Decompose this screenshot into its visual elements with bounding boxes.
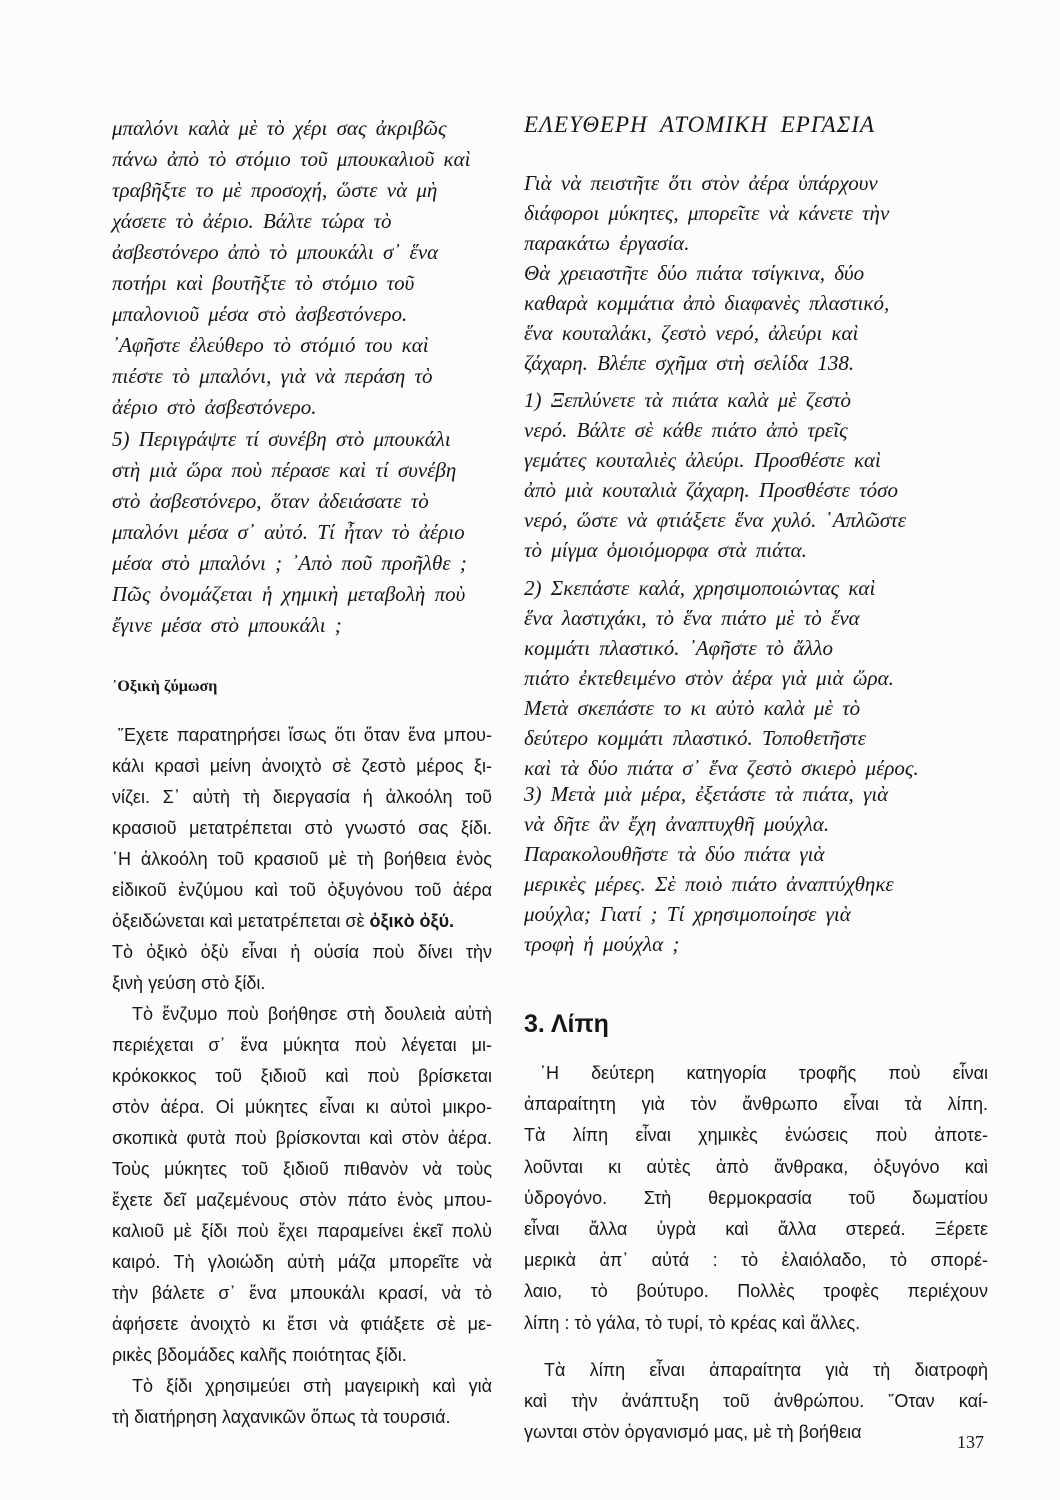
text-line: διάφοροι μύκητες, μπορεῖτε νὰ κάνετε τὴν [524,201,890,225]
text-line: περιέχεται σ᾿ ἕνα μύκητα ποὺ λέγεται μι- [112,1035,492,1055]
text-line: μπαλόνι καλὰ μὲ τὸ χέρι σας ἀκριβῶς [112,116,447,140]
text-line: μερικὰ ἀπ᾿ αὐτά : τὸ ἐλαιόλαδο, τὸ σπορέ- [524,1250,988,1271]
text-line: Τὸ ὀξικὸ ὀξὺ εἶναι ἡ οὐσία ποὺ δίνει τὴν [112,942,492,962]
text-span: ὀξειδώνεται καὶ μετατρέπεται σὲ [112,911,370,931]
text-line: ἔγινε μέσα στὸ μπουκάλι ; [112,613,342,637]
text-line: δεύτερο κομμάτι πλαστικό. Τοποθετῆστε [524,726,866,750]
text-line: καιρό. Τὴ γλοιώδη αὐτὴ μάζα μπορεῖτε νὰ [112,1252,492,1272]
text-line: τραβῆξτε το μὲ προσοχή, ὥστε νὰ μὴ [112,178,438,202]
text-line: καθαρὰ κομμάτια ἀπὸ διαφανὲς πλαστικό, [524,291,890,315]
text-line: μπαλονιοῦ μέσα στὸ ἀσβεστόνερο. [112,302,408,326]
text-line: πιέστε τὸ μπαλόνι, γιὰ νὰ περάση τὸ [112,364,433,388]
text-line: ἔχετε δεῖ μαζεμένους στὸν πάτο ἑνὸς μπου- [112,1190,492,1210]
text-line: μούχλα; Γιατί ; Τί χρησιμοποίησε γιὰ [524,902,851,926]
text-line: κρασιοῦ μετατρέπεται στὸ γνωστό σας ξίδι. [112,818,492,838]
text-line: γεμάτες κουταλιὲς ἀλεύρι. Προσθέστε καὶ [524,448,881,472]
free-individual-work-heading: ΕΛΕΥΘΕΡΗ ΑΤΟΜΙΚΗ ΕΡΓΑΣΙΑ [524,112,876,137]
text-line: ἕνα κουταλάκι, ζεστὸ νερό, ἀλεύρι καὶ [524,321,859,345]
section-heading-fats: 3. Λίπη [524,1010,609,1038]
text-line: εἰδικοῦ ἐνζύμου καὶ τοῦ ὀξυγόνου τοῦ ἀέρα [112,880,492,900]
text-line: νὰ δῆτε ἂν ἔχη ἀναπτυχθῆ μούχλα. [524,812,830,836]
text-line: καὶ τὴν ἀνάπτυξη τοῦ ἀνθρώπου. ῞Οταν καί- [524,1391,988,1411]
text-line: γωνται στὸν ὀργανισμό μας, μὲ τὴ βοήθεια [524,1422,862,1442]
text-line: τὴν βάλετε σ᾿ ἕνα μπουκάλι κρασί, νὰ τὸ [112,1283,492,1303]
text-line: Τοὺς μύκητες τοῦ ξιδιοῦ πιθανὸν νὰ τοὺς [112,1159,492,1179]
text-line: χάσετε τὸ ἀέριο. Βάλτε τώρα τὸ [112,209,392,233]
text-line: ζάχαρη. Βλέπε σχῆμα στὴ σελίδα 138. [524,351,855,375]
text-line: Θὰ χρειαστῆτε δύο πιάτα τσίγκινα, δύο [524,261,865,285]
page-number: 137 [957,1432,984,1452]
text-line: Γιὰ νὰ πειστῆτε ὅτι στὸν ἀέρα ὑπάρχουν [524,171,878,195]
text-line: ρικὲς βδομάδες καλῆς ποιότητας ξίδι. [112,1345,407,1365]
text-line: Τὸ ξίδι χρησιμεύει στὴ μαγειρικὴ καὶ γιὰ [132,1376,492,1396]
text-line: ξινὴ γεύση στὸ ξίδι. [112,973,266,993]
text-line: τὸ μίγμα ὁμοιόμορφα στὰ πιάτα. [524,538,807,562]
text-line: 3) Μετὰ μιὰ μέρα, ἐξετάστε τὰ πιάτα, γιὰ [524,782,889,806]
text-line: ἀπὸ μιὰ κουταλιὰ ζάχαρη. Προσθέστε τόσο [524,478,899,502]
text-line: ῞Εχετε παρατηρήσει ἴσως ὅτι ὅταν ἕνα μπου- [118,725,492,745]
text-line: ᾿Αφῆστε ἐλεύθερο τὸ στόμιό του καὶ [112,333,429,357]
text-line: ἀφήσετε ἀνοιχτὸ κι ἔτσι νὰ φτιάξετε σὲ με- [112,1314,492,1334]
text-line: στὸν ἀέρα. Οἱ μύκητες εἶναι κι αὐτοὶ μικρο- [112,1097,492,1117]
text-line: ὑδρογόνο. Στὴ θερμοκρασία τοῦ δωματίου [524,1187,988,1208]
text-line: ἕνα λαστιχάκι, τὸ ἕνα πιάτο μὲ τὸ ἕνα [524,606,860,630]
text-line: μερικὲς μέρες. Σὲ ποιὸ πιάτο ἀναπτύχθηκε [524,872,894,896]
text-line: μέσα στὸ μπαλόνι ; ᾿Απὸ ποῦ προῆλθε ; [112,551,467,575]
text-line: ῾Η ἀλκοόλη τοῦ κρασιοῦ μὲ τὴ βοήθεια ἑνὸς [112,849,492,869]
text-line: Τὰ λίπη εἶναι ἀπαραίτητα γιὰ τὴ διατροφὴ [544,1360,988,1380]
text-line: παρακάτω ἐργασία. [524,231,690,255]
text-line: σκοπικὰ φυτὰ ποὺ βρίσκονται καὶ στὸν ἀέρα. [112,1128,492,1148]
text-line: Πῶς ὀνομάζεται ἡ χημικὴ μεταβολὴ ποὺ [112,582,466,606]
text-line: λαιο, τὸ βούτυρο. Πολλὲς τροφὲς περιέχουν [524,1281,988,1302]
text-line: νερό, ὥστε νὰ φτιάξετε ἕνα χυλό. ῾Απλῶστε [524,508,907,532]
text-line: πάνω ἀπὸ τὸ στόμιο τοῦ μπουκαλιοῦ καὶ [112,147,471,171]
text-line: κρόκοκκος τοῦ ξιδιοῦ καὶ ποὺ βρίσκεται [112,1066,492,1086]
text-line: Τὰ λίπη εἶναι χημικὲς ἑνώσεις ποὺ ἀποτε- [524,1125,988,1146]
text-line [112,906,492,936]
text-line: ἀέριο στὸ ἀσβεστόνερο. [112,395,317,419]
text-line: λίπη : τὸ γάλα, τὸ τυρί, τὸ κρέας καὶ ἄλλες. [524,1312,861,1333]
text-line: ῾Η δεύτερη κατηγορία τροφῆς ποὺ εἶναι [540,1063,988,1083]
text-line: ποτήρι καὶ βουτῆξτε τὸ στόμιο τοῦ [112,271,415,295]
text-line: λοῦνται κι αὐτὲς ἀπὸ ἄνθρακα, ὀξυγόνο καὶ [524,1156,988,1177]
bold-term-acetic-acid: ὀξικὸ ὀξύ. [369,911,455,931]
text-line: 1) Ξεπλύνετε τὰ πιάτα καλὰ μὲ ζεστὸ [524,388,851,412]
section-heading-acetic-fermentation: ᾿Οξικὴ ζύμωση [112,678,218,695]
text-line: καλιοῦ μὲ ξίδι ποὺ ἔχει παραμείνει ἐκεῖ πολὺ [112,1221,492,1241]
text-line: πιάτο ἐκτεθειμένο στὸν ἀέρα γιὰ μιὰ ὥρα. [524,666,894,690]
text-line: καὶ τὰ δύο πιάτα σ᾿ ἕνα ζεστὸ σκιερὸ μέρος. [524,756,919,780]
text-line: νίζει. Σ᾿ αὐτὴ τὴ διεργασία ἡ ἀλκοόλη τοῦ [112,787,492,807]
text-line: κομμάτι πλαστικό. ᾿Αφῆστε τὸ ἄλλο [524,636,833,660]
text-line: στὴ μιὰ ὥρα ποὺ πέρασε καὶ τί συνέβη [112,458,457,482]
text-line: κάλι κρασὶ μείνη ἀνοιχτὸ σὲ ζεστὸ μέρος ξι- [112,756,492,776]
text-line: Μετὰ σκεπάστε το κι αὐτὸ καλὰ μὲ τὸ [524,696,861,720]
text-line: μπαλόνι μέσα σ᾿ αὐτό. Τί ἦταν τὸ ἀέριο [112,520,465,544]
text-line: τροφὴ ἡ μούχλα ; [524,932,680,956]
text-line: 2) Σκεπάστε καλά, χρησιμοποιώντας καὶ [524,576,876,600]
text-line: στὸ ἀσβεστόνερο, ὅταν ἀδειάσατε τὸ [112,489,429,513]
text-line: εἶναι ἄλλα ὑγρὰ καὶ ἄλλα στερεά. Ξέρετε [524,1219,988,1239]
text-line: νερό. Βάλτε σὲ κάθε πιάτο ἀπὸ τρεῖς [524,418,848,442]
text-line: 5) Περιγράψτε τί συνέβη στὸ μπουκάλι [112,427,451,451]
text-line: ἀπαραίτητη γιὰ τὸν ἄνθρωπο εἶναι τὰ λίπη. [524,1094,988,1115]
text-line: Τὸ ἔνζυμο ποὺ βοήθησε στὴ δουλειὰ αὐτὴ [132,1004,492,1024]
text-line: ἀσβεστόνερο ἀπὸ τὸ μπουκάλι σ᾿ ἕνα [112,240,439,264]
text-line: τὴ διατήρηση λαχανικῶν ὅπως τὰ τουρσιά. [112,1407,451,1427]
text-line: Παρακολουθῆστε τὰ δύο πιάτα γιὰ [524,842,825,866]
